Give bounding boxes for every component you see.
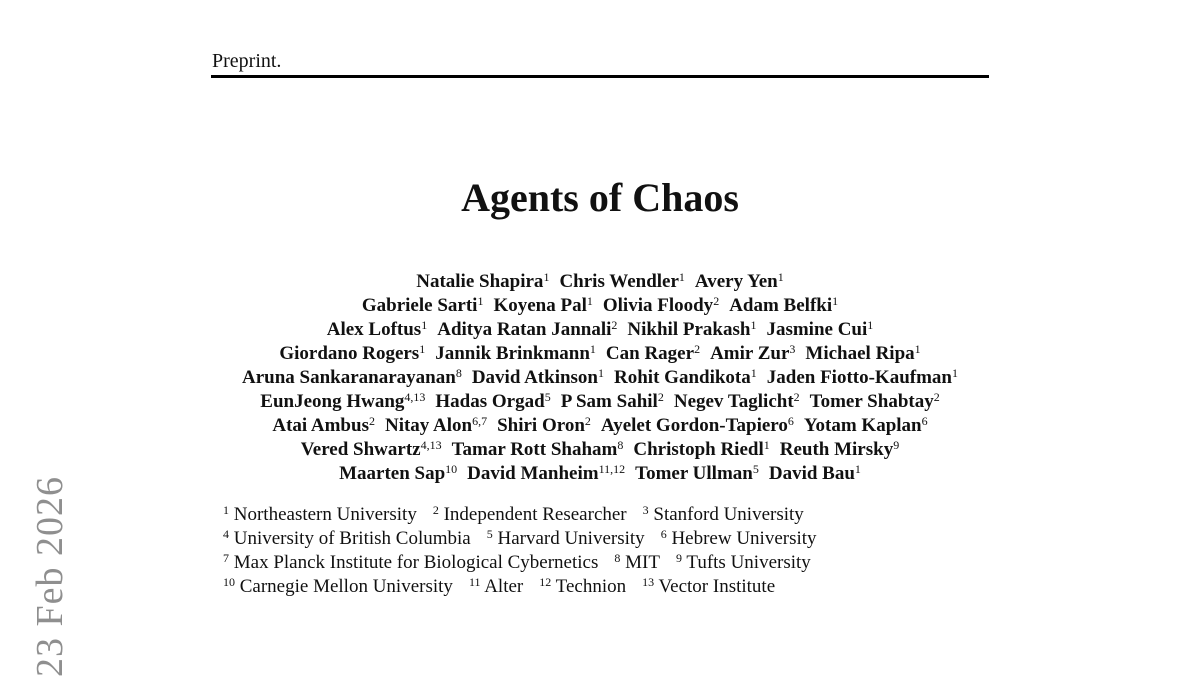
author-name	[493, 295, 592, 316]
author-line	[0, 294, 1200, 318]
author-name-text: Negev Taglicht	[673, 391, 794, 412]
affiliation-number: 12	[539, 575, 552, 589]
author-line	[0, 390, 1200, 414]
author-affiliation-marker: 2	[657, 390, 664, 404]
author-name-text: Amir Zur	[710, 343, 790, 364]
affiliation	[223, 528, 471, 549]
author-name	[452, 439, 624, 460]
author-name-text: Michael Ripa	[805, 343, 915, 364]
affiliation-name: Tufts University	[686, 552, 811, 573]
author-affiliation-marker: 1	[867, 318, 874, 332]
affiliation	[223, 504, 417, 525]
author-name	[242, 367, 462, 388]
author-name-text: EunJeong Hwang	[260, 391, 405, 412]
author-name-text: Ayelet Gordon-Tapiero	[600, 415, 788, 436]
author-name	[805, 343, 920, 364]
author-affiliation-marker: 9	[893, 438, 900, 452]
affiliation-number: 5	[486, 527, 493, 541]
author-affiliation-marker: 1	[952, 366, 958, 380]
author-name-text: Yotam Kaplan	[803, 415, 922, 436]
author-name-text: Shiri Oron	[497, 415, 585, 436]
author-name	[810, 391, 940, 412]
author-affiliation-marker: 1	[914, 342, 921, 356]
affiliation-number: 13	[642, 575, 655, 589]
author-affiliation-marker: 1	[750, 318, 757, 332]
affiliation-number: 3	[642, 503, 649, 517]
author-name-text: Alex Loftus	[326, 319, 422, 340]
author-affiliation-marker: 2	[368, 414, 375, 428]
author-name-text: Adam Belfki	[729, 295, 833, 316]
author-affiliation-marker: 11,12	[598, 462, 626, 476]
author-name	[767, 367, 958, 388]
author-name	[627, 319, 756, 340]
affiliation-name: University of British Columbia	[233, 528, 471, 549]
affiliation	[614, 552, 660, 573]
author-affiliation-marker: 4,13	[420, 438, 442, 452]
affiliation	[223, 576, 453, 597]
author-line	[0, 270, 1200, 294]
author-name-text: Rohit Gandikota	[614, 367, 751, 388]
affiliation-number: 2	[432, 503, 439, 517]
author-name-text: Avery Yen	[694, 271, 778, 292]
author-line	[0, 462, 1200, 486]
author-name	[327, 319, 427, 340]
affiliation-name: Stanford University	[653, 504, 804, 525]
affiliation-name: Max Planck Institute for Biological Cybernetics	[233, 552, 599, 573]
author-affiliation-marker: 4,13	[404, 390, 426, 404]
author-affiliation-marker: 1	[419, 342, 426, 356]
affiliation-number: 4	[223, 527, 229, 541]
affiliation-name: Harvard University	[497, 528, 645, 549]
author-name	[674, 391, 800, 412]
author-affiliation-marker: 1	[543, 270, 550, 284]
author-name-text: Nikhil Prakash	[627, 319, 751, 340]
author-affiliation-marker: 8	[455, 366, 462, 380]
author-name-text: Giordano Rogers	[279, 343, 420, 364]
author-affiliation-marker: 2	[694, 342, 701, 356]
affiliation-number: 8	[614, 551, 621, 565]
author-affiliation-marker: 2	[584, 414, 591, 428]
author-name	[472, 367, 604, 388]
author-name	[272, 415, 375, 436]
author-name	[695, 271, 784, 292]
author-name	[606, 343, 700, 364]
author-name	[614, 367, 757, 388]
affiliation-line	[223, 503, 833, 527]
author-name-text: Gabriele Sarti	[361, 295, 478, 316]
author-name-text: Koyena Pal	[493, 295, 587, 316]
affiliation	[469, 576, 523, 597]
author-name-text: P Sam Sahil	[560, 391, 658, 412]
paper-title: Agents of Chaos	[461, 175, 739, 220]
affiliation	[676, 552, 811, 573]
author-affiliation-marker: 1	[421, 318, 428, 332]
affiliation-name: Vector Institute	[658, 576, 776, 597]
author-affiliation-marker: 1	[678, 270, 685, 284]
author-name-text: Tomer Ullman	[635, 463, 753, 484]
affiliation	[223, 552, 598, 573]
author-name	[780, 439, 899, 460]
author-name-text: David Bau	[768, 463, 855, 484]
affiliation-number: 10	[223, 575, 235, 589]
affiliation-line	[223, 551, 833, 575]
affiliation-line	[223, 575, 833, 599]
author-name	[804, 415, 928, 436]
author-name-text: Christoph Riedl	[633, 439, 764, 460]
author-affiliation-marker: 2	[713, 294, 720, 308]
author-name	[279, 343, 425, 364]
author-affiliation-marker: 8	[617, 438, 624, 452]
affiliation-name: Technion	[555, 576, 627, 597]
preprint-label: Preprint.	[212, 50, 282, 72]
author-name-text: Aruna Sankaranarayanan	[242, 367, 456, 388]
author-line	[0, 342, 1200, 366]
author-name-text: Jaden Fiotto-Kaufman	[766, 367, 952, 388]
affiliation-name: Alter	[484, 576, 524, 597]
author-affiliation-marker: 2	[611, 318, 618, 332]
author-name	[497, 415, 591, 436]
affiliation	[487, 528, 645, 549]
author-line	[0, 438, 1200, 462]
author-line	[0, 318, 1200, 342]
author-name-text: David Atkinson	[471, 367, 599, 388]
author-name-text: Tamar Rott Shaham	[451, 439, 618, 460]
author-name	[559, 271, 684, 292]
author-name	[766, 319, 873, 340]
author-name	[467, 463, 625, 484]
author-name	[729, 295, 838, 316]
author-name	[561, 391, 664, 412]
author-name-text: Natalie Shapira	[416, 271, 544, 292]
affiliation-list	[223, 503, 833, 599]
author-name-text: Chris Wendler	[559, 271, 679, 292]
author-name	[301, 439, 442, 460]
author-name	[603, 295, 719, 316]
author-name-text: Nitay Alon	[384, 415, 473, 436]
author-affiliation-marker: 6	[787, 414, 794, 428]
author-affiliation-marker: 2	[933, 390, 940, 404]
author-affiliation-marker: 1	[854, 462, 861, 476]
author-name	[601, 415, 794, 436]
author-name	[769, 463, 861, 484]
affiliation-name: Independent Researcher	[443, 504, 627, 525]
affiliation-name: Hebrew University	[671, 528, 817, 549]
author-name-text: Maarten Sap	[339, 463, 446, 484]
author-name-text: Can Rager	[605, 343, 695, 364]
affiliation-name: MIT	[625, 552, 660, 573]
author-affiliation-marker: 1	[832, 294, 839, 308]
affiliation-line	[223, 527, 833, 551]
author-name-text: Reuth Mirsky	[779, 439, 894, 460]
author-affiliation-marker: 1	[750, 366, 757, 380]
author-name-text: Jasmine Cui	[766, 319, 868, 340]
author-name	[435, 343, 596, 364]
author-affiliation-marker: 3	[789, 342, 796, 356]
author-name-text: David Manheim	[467, 463, 599, 484]
author-affiliation-marker: 6,7	[472, 414, 488, 428]
author-name	[339, 463, 457, 484]
author-line	[0, 366, 1200, 390]
affiliation-number: 6	[660, 527, 667, 541]
author-affiliation-marker: 10	[445, 462, 458, 476]
author-name	[385, 415, 487, 436]
author-affiliation-marker: 1	[777, 270, 784, 284]
author-affiliation-marker: 2	[793, 390, 800, 404]
affiliation-name: Northeastern University	[233, 504, 417, 525]
author-name	[260, 391, 425, 412]
author-name-text: Jannik Brinkmann	[435, 343, 590, 364]
author-name	[362, 295, 484, 316]
author-name-text: Aditya Ratan Jannali	[437, 319, 612, 340]
author-name	[633, 439, 769, 460]
author-name-text: Vered Shwartz	[300, 439, 421, 460]
affiliation-name: Carnegie Mellon University	[239, 576, 453, 597]
author-name	[635, 463, 759, 484]
affiliation	[642, 576, 775, 597]
author-name	[437, 319, 617, 340]
author-name-text: Olivia Floody	[602, 295, 714, 316]
affiliation	[661, 528, 817, 549]
author-affiliation-marker: 1	[589, 342, 596, 356]
affiliation	[643, 504, 804, 525]
header-rule	[211, 75, 989, 78]
author-name	[416, 271, 549, 292]
arxiv-side-date: 23 Feb 2026	[29, 476, 71, 677]
author-affiliation-marker: 1	[598, 366, 605, 380]
affiliation-number: 11	[468, 575, 481, 589]
affiliation	[539, 576, 626, 597]
author-affiliation-marker: 1	[586, 294, 593, 308]
affiliation	[433, 504, 627, 525]
author-affiliation-marker: 5	[752, 462, 759, 476]
author-name	[435, 391, 550, 412]
author-affiliation-marker: 6	[921, 414, 928, 428]
author-affiliation-marker: 5	[544, 390, 551, 404]
author-line	[0, 414, 1200, 438]
author-name-text: Hadas Orgad	[435, 391, 545, 412]
author-affiliation-marker: 1	[763, 438, 770, 452]
author-affiliation-marker: 1	[477, 294, 484, 308]
affiliation-number: 1	[223, 503, 229, 517]
affiliation-number: 7	[223, 551, 229, 565]
author-name-text: Atai Ambus	[272, 415, 369, 436]
author-name	[710, 343, 795, 364]
author-list	[0, 270, 1200, 486]
affiliation-number: 9	[675, 551, 682, 565]
author-name-text: Tomer Shabtay	[809, 391, 934, 412]
